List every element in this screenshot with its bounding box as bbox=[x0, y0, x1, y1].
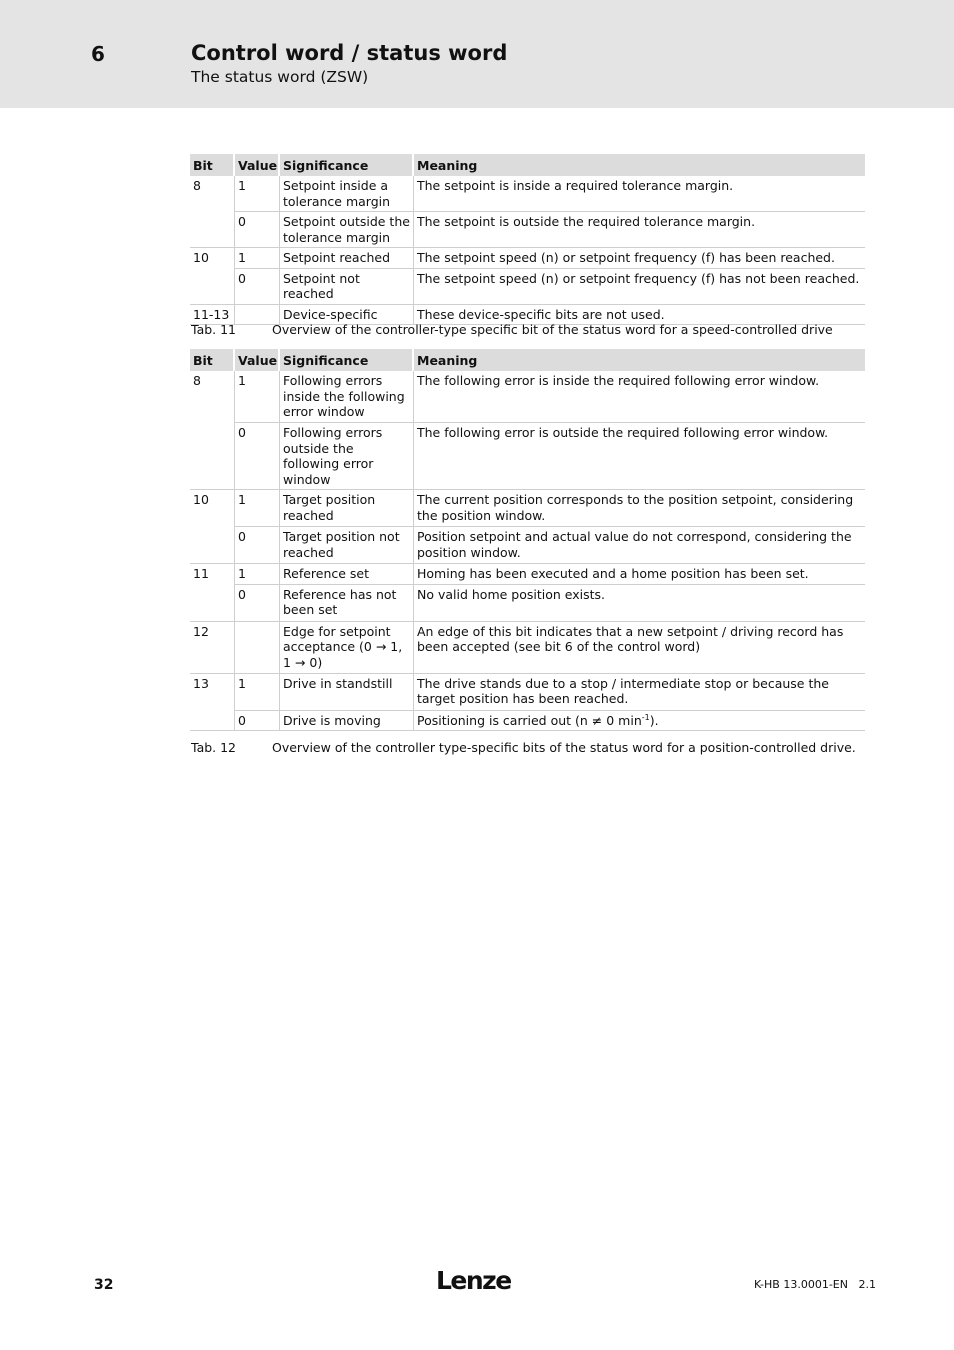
table-header-row bbox=[190, 154, 865, 176]
significance-cell: Setpoint not reached bbox=[280, 269, 414, 305]
table-caption bbox=[191, 322, 833, 337]
unit-exponent: -1 bbox=[641, 712, 650, 722]
meaning-cell: Position setpoint and actual value do not correspond, considering the position window. bbox=[414, 527, 865, 564]
significance-cell: Following errors inside the following error window bbox=[280, 371, 414, 423]
value-cell: 1 bbox=[235, 490, 280, 527]
table-caption bbox=[191, 740, 856, 755]
meaning-cell: The setpoint speed (n) or setpoint frequency (f) has been reached. bbox=[414, 248, 865, 269]
meaning-cell: The current position corresponds to the position setpoint, considering the position window. bbox=[414, 490, 865, 527]
significance-cell: Device-specific bbox=[280, 305, 414, 326]
value-cell: 0 bbox=[235, 269, 280, 305]
significance-cell: Setpoint outside the tolerance margin bbox=[280, 212, 414, 248]
bit-cell: 13 bbox=[190, 674, 235, 732]
caption-label: Tab. 11 bbox=[191, 322, 237, 337]
significance-cell: Setpoint inside a tolerance margin bbox=[280, 176, 414, 212]
lenze-logo bbox=[436, 1265, 516, 1299]
meaning-cell bbox=[414, 711, 865, 732]
meaning-cell: Homing has been executed and a home position has been set. bbox=[414, 564, 865, 585]
page-subtitle: The status word (ZSW) bbox=[191, 68, 369, 86]
table-row bbox=[190, 423, 865, 490]
significance-cell: Setpoint reached bbox=[280, 248, 414, 269]
table-row bbox=[190, 674, 865, 711]
table-row bbox=[190, 248, 865, 269]
meaning-cell: The drive stands due to a stop / intermediate stop or because the target position has been reached. bbox=[414, 674, 865, 711]
table-row bbox=[190, 371, 865, 423]
value-cell: 1 bbox=[235, 371, 280, 423]
meaning-cell: The setpoint is inside a required tolerance margin. bbox=[414, 176, 865, 212]
meaning-text: Positioning is carried out (n ≠ 0 min bbox=[417, 712, 642, 728]
significance-cell: Edge for setpoint acceptance (0 → 1, 1 → 0) bbox=[280, 622, 414, 674]
table-row bbox=[190, 622, 865, 674]
page-number: 32 bbox=[94, 1277, 114, 1293]
document-id: K-HB 13.0001-EN 2.1 bbox=[754, 1278, 876, 1291]
column-header-significance: Significance bbox=[280, 349, 414, 371]
significance-cell: Following errors outside the following error window bbox=[280, 423, 414, 490]
caption-text: Overview of the controller-type specific bit of the status word for a speed-controlled drive bbox=[272, 322, 833, 337]
bit-cell: 10 bbox=[190, 490, 235, 564]
table-header-row bbox=[190, 349, 865, 371]
meaning-cell: No valid home position exists. bbox=[414, 585, 865, 622]
table-row bbox=[190, 527, 865, 564]
status-bits-position-table bbox=[190, 349, 865, 731]
value-cell: 0 bbox=[235, 527, 280, 564]
significance-cell: Target position not reached bbox=[280, 527, 414, 564]
meaning-cell: The following error is inside the required following error window. bbox=[414, 371, 865, 423]
caption-text: Overview of the controller type-specific bits of the status word for a position-controlled drive. bbox=[272, 740, 856, 755]
value-cell: 0 bbox=[235, 711, 280, 732]
value-cell: 0 bbox=[235, 212, 280, 248]
logo-text: Lenze bbox=[436, 1266, 511, 1295]
value-cell: 1 bbox=[235, 564, 280, 585]
value-cell: 1 bbox=[235, 176, 280, 212]
meaning-text-end: ). bbox=[649, 712, 659, 728]
column-header-bit: Bit bbox=[190, 154, 235, 176]
table-row bbox=[190, 269, 865, 305]
value-cell: 0 bbox=[235, 585, 280, 622]
bit-cell: 11 bbox=[190, 564, 235, 622]
bit-cell: 11-13 bbox=[190, 305, 235, 326]
value-cell bbox=[235, 622, 280, 674]
bit-cell: 8 bbox=[190, 176, 235, 248]
meaning-cell: An edge of this bit indicates that a new setpoint / driving record has been accepted (see bit 6 of the control word) bbox=[414, 622, 865, 674]
status-bits-speed-table bbox=[190, 154, 865, 325]
bit-cell: 12 bbox=[190, 622, 235, 674]
significance-cell: Drive in standstill bbox=[280, 674, 414, 711]
significance-cell: Target position reached bbox=[280, 490, 414, 527]
column-header-significance: Significance bbox=[280, 154, 414, 176]
table-row bbox=[190, 711, 865, 732]
column-header-value: Value bbox=[235, 349, 280, 371]
significance-cell: Drive is moving bbox=[280, 711, 414, 732]
table-row bbox=[190, 564, 865, 585]
significance-cell: Reference set bbox=[280, 564, 414, 585]
meaning-cell: The setpoint is outside the required tolerance margin. bbox=[414, 212, 865, 248]
table-row bbox=[190, 490, 865, 527]
page-title: Control word / status word bbox=[191, 41, 508, 65]
column-header-meaning: Meaning bbox=[414, 349, 865, 371]
value-cell: 1 bbox=[235, 248, 280, 269]
table-row bbox=[190, 585, 865, 622]
value-cell: 0 bbox=[235, 423, 280, 490]
column-header-value: Value bbox=[235, 154, 280, 176]
meaning-cell: The setpoint speed (n) or setpoint frequency (f) has not been reached. bbox=[414, 269, 865, 305]
bit-cell: 10 bbox=[190, 248, 235, 305]
column-header-bit: Bit bbox=[190, 349, 235, 371]
value-cell: 1 bbox=[235, 674, 280, 711]
column-header-meaning: Meaning bbox=[414, 154, 865, 176]
meaning-cell: These device-specific bits are not used. bbox=[414, 305, 865, 326]
table-row bbox=[190, 176, 865, 212]
significance-cell: Reference has not been set bbox=[280, 585, 414, 622]
bit-cell: 8 bbox=[190, 371, 235, 490]
chapter-number: 6 bbox=[91, 42, 105, 66]
meaning-cell: The following error is outside the required following error window. bbox=[414, 423, 865, 490]
caption-label: Tab. 12 bbox=[191, 740, 237, 755]
table-row bbox=[190, 212, 865, 248]
